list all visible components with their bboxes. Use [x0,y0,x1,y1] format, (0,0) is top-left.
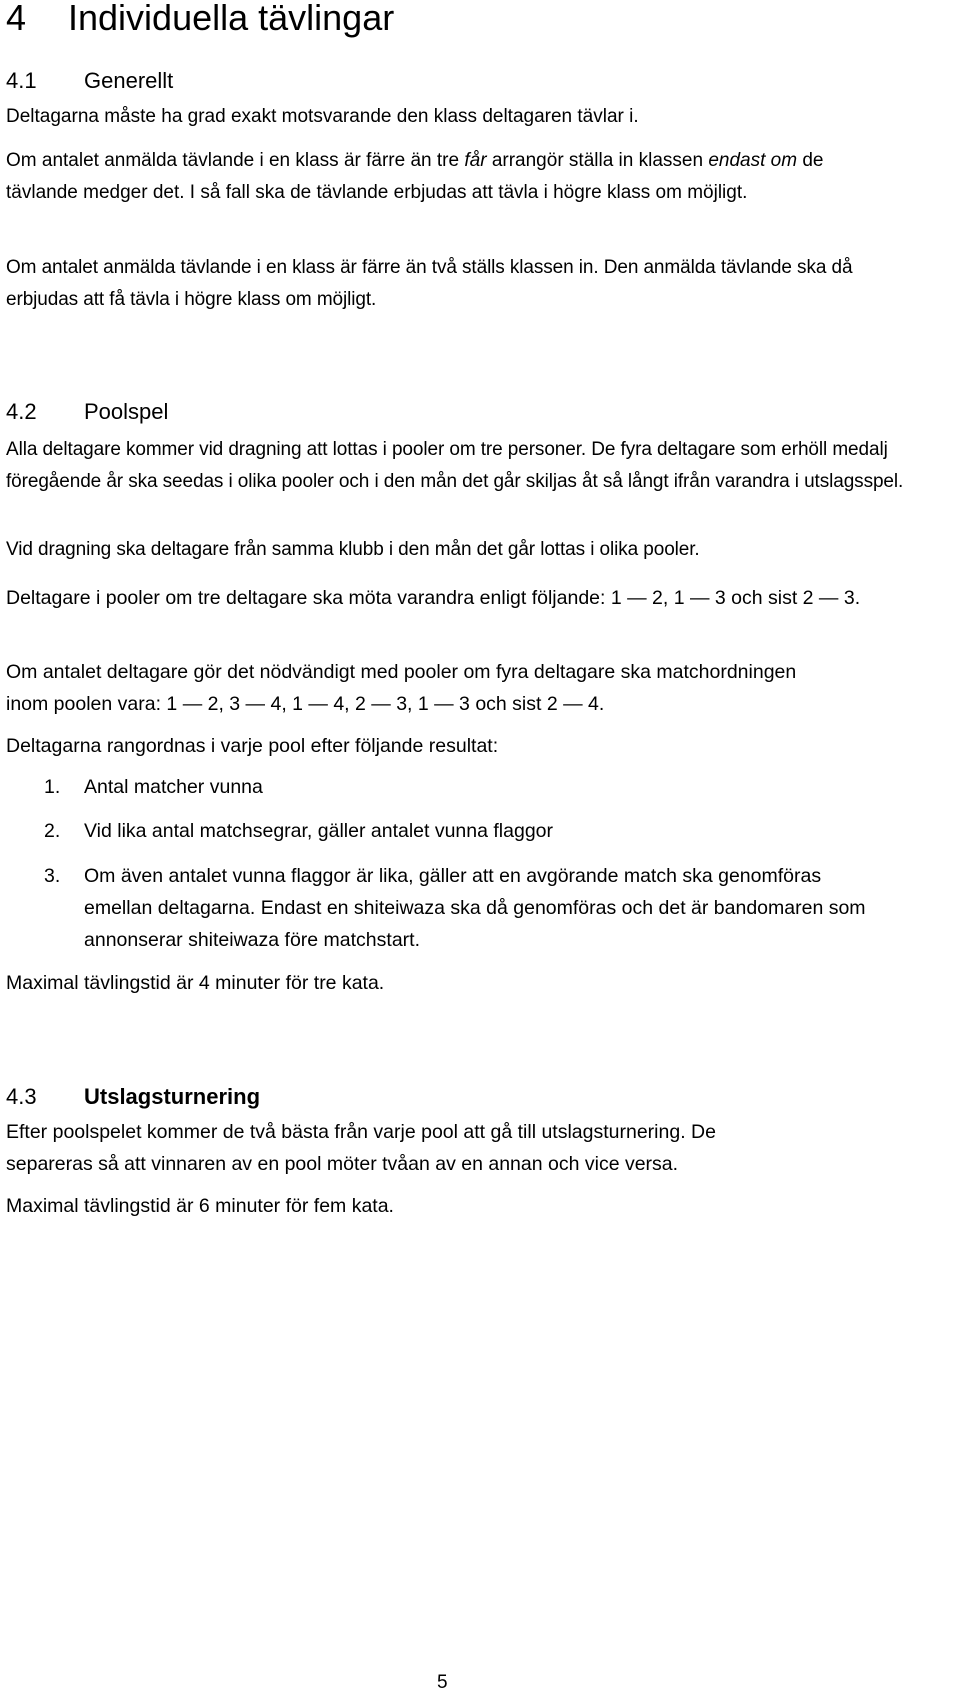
paragraph: Deltagarna rangordnas i varje pool efter följande resultat: [6,735,499,757]
section-title: Individuella tävlingar [68,0,395,38]
section-4-2-heading [6,398,168,426]
list-text: Vid lika antal matchsegrar, gäller antalet vunna flaggor [84,820,554,842]
section-4-3-heading [6,1083,260,1111]
list-item [44,771,864,803]
list-item [44,860,884,956]
paragraph: Om antalet deltagare gör det nödvändigt med pooler om fyra deltagare ska matchordningen inom poolen vara: 1 — 2, 3 — 4, 1 — 4, 2 — 3, 1 — 3 och sist 2 — 4. [6,661,797,715]
section-title: Utslagsturnering [84,1084,261,1109]
section-title: Poolspel [84,399,169,424]
list-item [44,815,864,847]
section-4-1-heading [6,67,173,95]
paragraph: Deltagarna måste ha grad exakt motsvarande den klass deltagaren tävlar i. [6,106,639,127]
paragraph: Vid dragning ska deltagare från samma klubb i den mån det går lottas i olika pooler. [6,539,700,560]
section-number: 4.3 [6,1084,37,1109]
section-number: 4.2 [6,399,37,424]
list-number: 3. [44,865,61,887]
section-number: 4.1 [6,68,37,93]
text-run: Om antalet anmälda tävlande i en klass är färre än tre [6,150,465,171]
list-text: Antal matcher vunna [84,776,263,798]
paragraph: Deltagare i pooler om tre deltagare ska möta varandra enligt följande: 1 — 2, 1 — 3 och sist 2 — 3. [6,587,861,609]
text-run: de tävlande medger det. I så fall ska de tävlande erbjudas att tävla i högre klass om möjligt. [6,150,824,203]
section-4-heading [6,0,394,38]
section-title: Generellt [84,68,174,93]
paragraph: Efter poolspelet kommer de två bästa från varje pool att gå till utslagsturnering. De separeras så att vinnaren av en pool möter tvåan av en annan och vice versa. [6,1121,716,1175]
paragraph: Om antalet anmälda tävlande i en klass är färre än två ställs klassen in. Den anmälda tävlande ska då erbjudas att få tävla i högre klass om möjligt. [6,257,853,310]
list-number: 1. [44,776,61,798]
paragraph: Alla deltagare kommer vid dragning att lottas i pooler om tre personer. De fyra deltagare som erhöll medalj föregående år ska seedas i olika pooler och i den mån det går skiljas åt så långt ifrån varandra i utslagsspel. [6,439,904,492]
list-number: 2. [44,820,61,842]
paragraph: Maximal tävlingstid är 4 minuter för tre kata. [6,972,385,994]
paragraph [6,145,836,209]
paragraph: Maximal tävlingstid är 6 minuter för fem kata. [6,1195,394,1217]
emphasis-text: får [464,150,487,171]
page-number: 5 [437,1672,448,1693]
list-text: Om även antalet vunna flaggor är lika, gäller att en avgörande match ska genomföras emellan deltagarna. Endast en shiteiwaza ska då genomföras och det är bandomaren som annonserar shiteiwaza före matchstart. [84,865,866,951]
text-run: arrangör ställa in klassen [486,150,709,171]
section-number: 4 [6,0,27,38]
emphasis-text: endast om [708,150,798,171]
